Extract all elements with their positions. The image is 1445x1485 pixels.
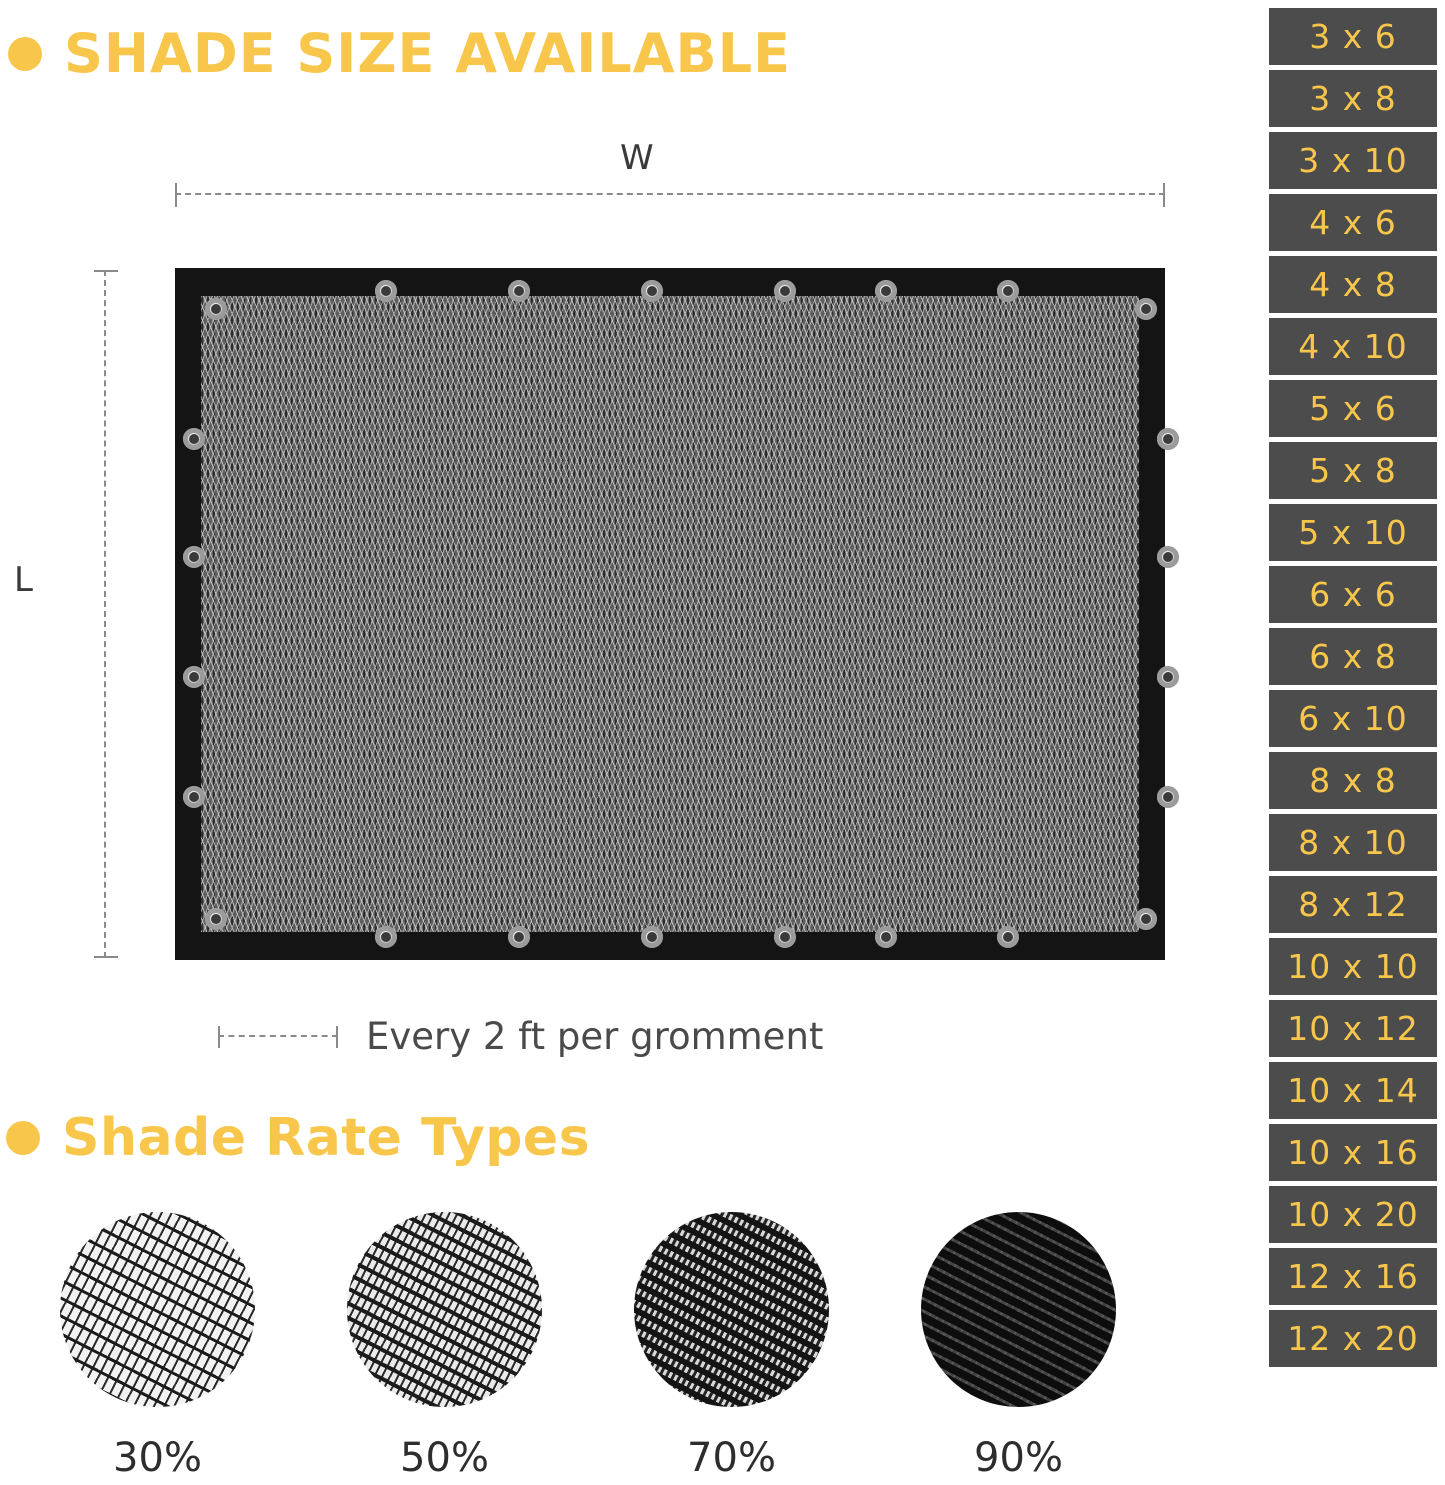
shade-mesh-texture <box>201 296 1139 932</box>
grommet <box>508 926 530 948</box>
grommet <box>1157 666 1179 688</box>
width-dimension-line <box>175 193 1165 197</box>
size-chip[interactable]: 6 x 10 <box>1269 690 1437 747</box>
grommet <box>375 926 397 948</box>
size-chip[interactable]: 8 x 12 <box>1269 876 1437 933</box>
size-chip[interactable]: 10 x 12 <box>1269 1000 1437 1057</box>
shade-rate-item <box>60 1212 255 1481</box>
size-chip[interactable]: 4 x 6 <box>1269 194 1437 251</box>
size-chip[interactable]: 6 x 8 <box>1269 628 1437 685</box>
size-chip[interactable]: 8 x 8 <box>1269 752 1437 809</box>
shade-rate-title-label: Shade Rate Types <box>62 1108 591 1168</box>
grommet-spacing-label: Every 2 ft per gromment <box>366 1015 824 1058</box>
shade-diagram <box>0 110 1260 1090</box>
bullet-dot-icon <box>6 1121 40 1155</box>
grommet <box>1157 428 1179 450</box>
grommet-spacing-note <box>218 1015 823 1058</box>
spacing-bracket-icon <box>218 1035 338 1039</box>
grommet <box>774 926 796 948</box>
shade-rate-label: 90% <box>974 1435 1063 1481</box>
size-chip[interactable]: 10 x 16 <box>1269 1124 1437 1181</box>
size-chip[interactable]: 6 x 6 <box>1269 566 1437 623</box>
size-chip[interactable]: 3 x 8 <box>1269 70 1437 127</box>
shade-rate-list <box>60 1212 1210 1481</box>
size-chip[interactable]: 3 x 10 <box>1269 132 1437 189</box>
length-dimension-label: L <box>14 560 33 600</box>
grommet <box>205 908 227 930</box>
grommet <box>641 280 663 302</box>
grommet <box>1157 786 1179 808</box>
grommet <box>183 428 205 450</box>
shade-rate-label: 50% <box>400 1435 489 1481</box>
width-dimension-label: W <box>620 138 654 178</box>
size-chip[interactable]: 10 x 14 <box>1269 1062 1437 1119</box>
grommet <box>1135 298 1157 320</box>
shade-rate-item <box>347 1212 542 1481</box>
size-chip[interactable]: 10 x 10 <box>1269 938 1437 995</box>
size-chip[interactable]: 12 x 20 <box>1269 1310 1437 1367</box>
size-chip[interactable]: 4 x 8 <box>1269 256 1437 313</box>
shade-rate-label: 70% <box>687 1435 776 1481</box>
shade-rate-item <box>921 1212 1116 1481</box>
size-chip[interactable]: 5 x 10 <box>1269 504 1437 561</box>
shade-rate-swatch-90 <box>921 1212 1116 1407</box>
size-chip[interactable]: 5 x 6 <box>1269 380 1437 437</box>
shade-rate-label: 30% <box>113 1435 202 1481</box>
grommet <box>641 926 663 948</box>
shade-rate-swatch-30 <box>60 1212 255 1407</box>
grommet <box>875 926 897 948</box>
shade-rate-title <box>6 1108 590 1168</box>
grommet <box>205 298 227 320</box>
grommet <box>508 280 530 302</box>
size-list <box>1269 8 1437 1367</box>
grommet <box>183 666 205 688</box>
size-chip[interactable]: 10 x 20 <box>1269 1186 1437 1243</box>
grommet <box>1135 908 1157 930</box>
grommet <box>183 546 205 568</box>
grommet <box>183 786 205 808</box>
shade-rate-item <box>634 1212 829 1481</box>
size-chip[interactable]: 3 x 6 <box>1269 8 1437 65</box>
grommet <box>375 280 397 302</box>
shade-rate-swatch-70 <box>634 1212 829 1407</box>
size-chip[interactable]: 12 x 16 <box>1269 1248 1437 1305</box>
length-dimension-line <box>104 270 108 958</box>
grommet <box>997 280 1019 302</box>
size-chip[interactable]: 4 x 10 <box>1269 318 1437 375</box>
size-chip[interactable]: 8 x 10 <box>1269 814 1437 871</box>
bullet-dot-icon <box>8 37 42 71</box>
grommet <box>1157 546 1179 568</box>
grommet <box>774 280 796 302</box>
grommet <box>997 926 1019 948</box>
page-title-label: SHADE SIZE AVAILABLE <box>64 22 792 85</box>
shade-cloth-panel <box>175 268 1165 960</box>
grommet <box>875 280 897 302</box>
size-chip[interactable]: 5 x 8 <box>1269 442 1437 499</box>
page-title <box>8 22 791 85</box>
shade-rate-swatch-50 <box>347 1212 542 1407</box>
